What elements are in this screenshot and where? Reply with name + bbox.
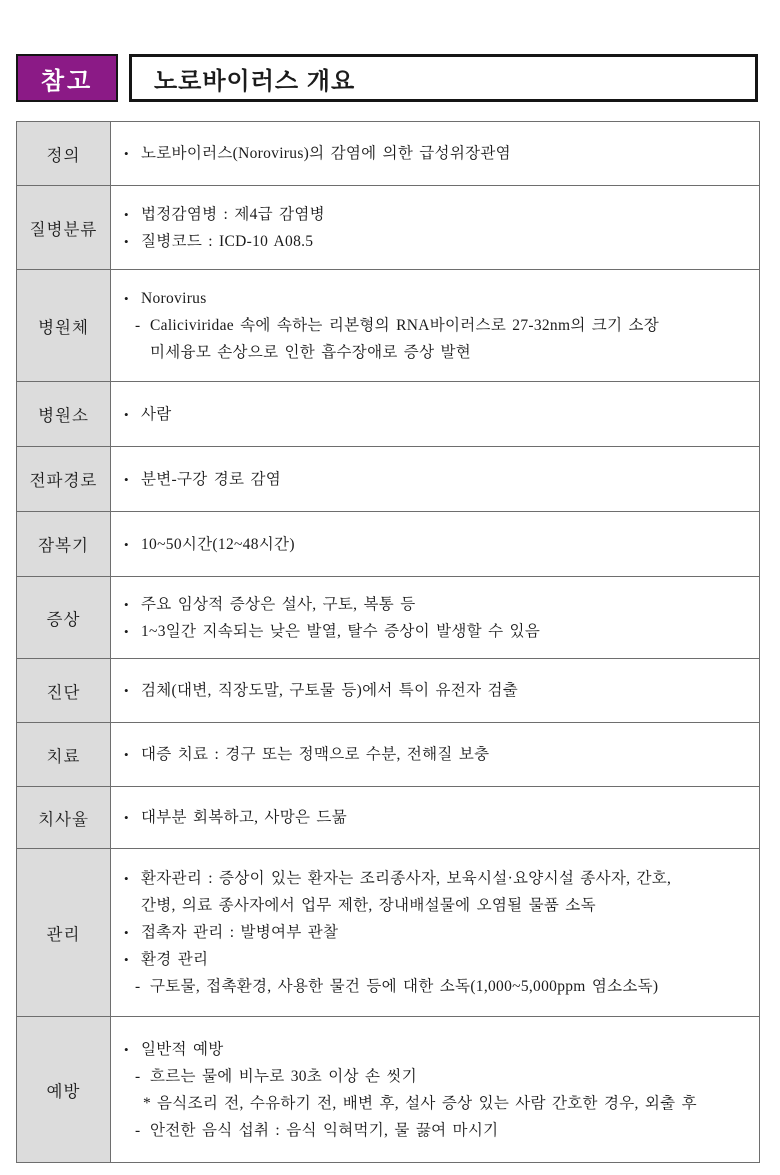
bullet-marker: • [124, 683, 129, 698]
line-text: Caliciviridae 속에 속하는 리본형의 RNA바이러스로 27-32nm의 크기 소장 [150, 317, 660, 334]
line-text: 음식조리 전, 수유하기 전, 배변 후, 설사 증상 있는 사람 간호한 경우, 외출 후 [157, 1094, 697, 1112]
content-line [122, 973, 751, 1000]
content-line [122, 228, 751, 255]
content-line [122, 1090, 751, 1117]
line-text: 법정감염병 : 제4급 감염병 [141, 205, 325, 223]
line-text: 환자관리 : 증상이 있는 환자는 조리종사자, 보육시설·요양시설 종사자, 간호, [141, 870, 672, 887]
row-label: 잠복기 [17, 512, 111, 577]
row-content [111, 723, 760, 787]
row-label: 치료 [17, 723, 111, 787]
row-label: 질병분류 [17, 186, 111, 270]
row-label: 정의 [17, 122, 111, 186]
bullet-marker: • [124, 206, 129, 222]
header [16, 54, 760, 102]
content-line [122, 312, 751, 339]
content-line [122, 466, 751, 493]
bullet-marker: • [124, 406, 129, 422]
bullet-marker: • [124, 810, 129, 825]
table-body [17, 122, 760, 1163]
row-content [111, 186, 760, 270]
reference-badge: 참고 [16, 54, 118, 102]
row-label: 증상 [17, 577, 111, 659]
content-line [122, 1036, 751, 1063]
dash-marker: - [135, 1121, 141, 1139]
row-label: 병원체 [17, 270, 111, 382]
table-row [17, 849, 760, 1017]
table-row [17, 512, 760, 577]
content-line [122, 531, 751, 558]
content-line [122, 1063, 751, 1090]
line-text: 주요 임상적 증상은 설사, 구토, 복통 등 [141, 595, 416, 613]
content-line [122, 865, 751, 892]
row-content [111, 1017, 760, 1163]
table-row [17, 186, 760, 270]
content-line [122, 591, 751, 618]
line-text: 10~50시간(12~48시간) [141, 535, 295, 553]
row-label: 치사율 [17, 787, 111, 849]
table-row [17, 382, 760, 447]
content-line [122, 919, 751, 946]
dash-marker: - [135, 317, 141, 334]
table-row [17, 122, 760, 186]
bullet-marker: • [124, 536, 129, 552]
table-row [17, 723, 760, 787]
row-content [111, 270, 760, 382]
content-line [122, 741, 751, 768]
line-text: 분변-구강 경로 감염 [141, 470, 281, 488]
bullet-marker: • [124, 952, 129, 967]
line-text: 흐르는 물에 비누로 30초 이상 손 씻기 [150, 1067, 417, 1085]
row-label: 진단 [17, 659, 111, 723]
norovirus-info-table [16, 121, 760, 1163]
bullet-marker: • [124, 623, 129, 639]
content-line [122, 804, 751, 831]
line-text: 일반적 예방 [141, 1040, 224, 1058]
table-row [17, 1017, 760, 1163]
star-marker: * [143, 1094, 152, 1112]
bullet-marker: • [124, 291, 129, 306]
content-line [122, 339, 751, 366]
dash-marker: - [135, 978, 141, 995]
line-text: 검체(대변, 직장도말, 구토물 등)에서 특이 유전자 검출 [141, 682, 519, 699]
line-text: 대증 치료 : 경구 또는 정맥으로 수분, 전해질 보충 [141, 746, 490, 763]
row-content [111, 787, 760, 849]
line-text: 노로바이러스(Norovirus)의 감염에 의한 급성위장관염 [141, 145, 511, 162]
content-line [122, 1117, 751, 1144]
content-line [122, 285, 751, 312]
content-line [122, 201, 751, 228]
content-line [122, 401, 751, 428]
line-text: 질병코드 : ICD-10 A08.5 [141, 232, 314, 250]
line-text: 구토물, 접촉환경, 사용한 물건 등에 대한 소독(1,000~5,000ppm 염소소독) [150, 978, 659, 995]
content-line [122, 892, 751, 919]
line-text: 간병, 의료 종사자에서 업무 제한, 장내배설물에 오염될 물품 소독 [141, 897, 596, 914]
bullet-marker: • [124, 146, 129, 161]
line-text: 접촉자 관리 : 발병여부 관찰 [141, 924, 339, 941]
row-label: 병원소 [17, 382, 111, 447]
line-text: Norovirus [141, 290, 207, 307]
table-row [17, 270, 760, 382]
line-text: 대부분 회복하고, 사망은 드묾 [141, 809, 347, 826]
content-line [122, 618, 751, 645]
dash-marker: - [135, 1067, 141, 1085]
row-content [111, 382, 760, 447]
bullet-marker: • [124, 596, 129, 612]
content-line [122, 140, 751, 167]
row-label: 예방 [17, 1017, 111, 1163]
bullet-marker: • [124, 747, 129, 762]
line-text: 환경 관리 [141, 951, 209, 968]
line-text: 미세융모 손상으로 인한 흡수장애로 증상 발현 [150, 344, 472, 361]
bullet-marker: • [124, 1041, 129, 1057]
bullet-marker: • [124, 233, 129, 249]
table-row [17, 577, 760, 659]
row-content [111, 447, 760, 512]
content-line [122, 677, 751, 704]
row-content [111, 659, 760, 723]
table-row [17, 447, 760, 512]
table-row [17, 659, 760, 723]
bullet-marker: • [124, 925, 129, 940]
row-label: 전파경로 [17, 447, 111, 512]
title-box [129, 54, 758, 102]
row-content [111, 577, 760, 659]
line-text: 안전한 음식 섭취 : 음식 익혀먹기, 물 끓여 마시기 [150, 1121, 499, 1139]
row-content [111, 512, 760, 577]
bullet-marker: • [124, 871, 129, 886]
row-label: 관리 [17, 849, 111, 1017]
bullet-marker: • [124, 471, 129, 487]
content-line [122, 946, 751, 973]
row-content [111, 849, 760, 1017]
table-row [17, 787, 760, 849]
line-text: 1~3일간 지속되는 낮은 발열, 탈수 증상이 발생할 수 있음 [141, 622, 541, 640]
line-text: 사람 [141, 405, 172, 423]
row-content [111, 122, 760, 186]
page-title: 노로바이러스 개요 [154, 67, 356, 95]
